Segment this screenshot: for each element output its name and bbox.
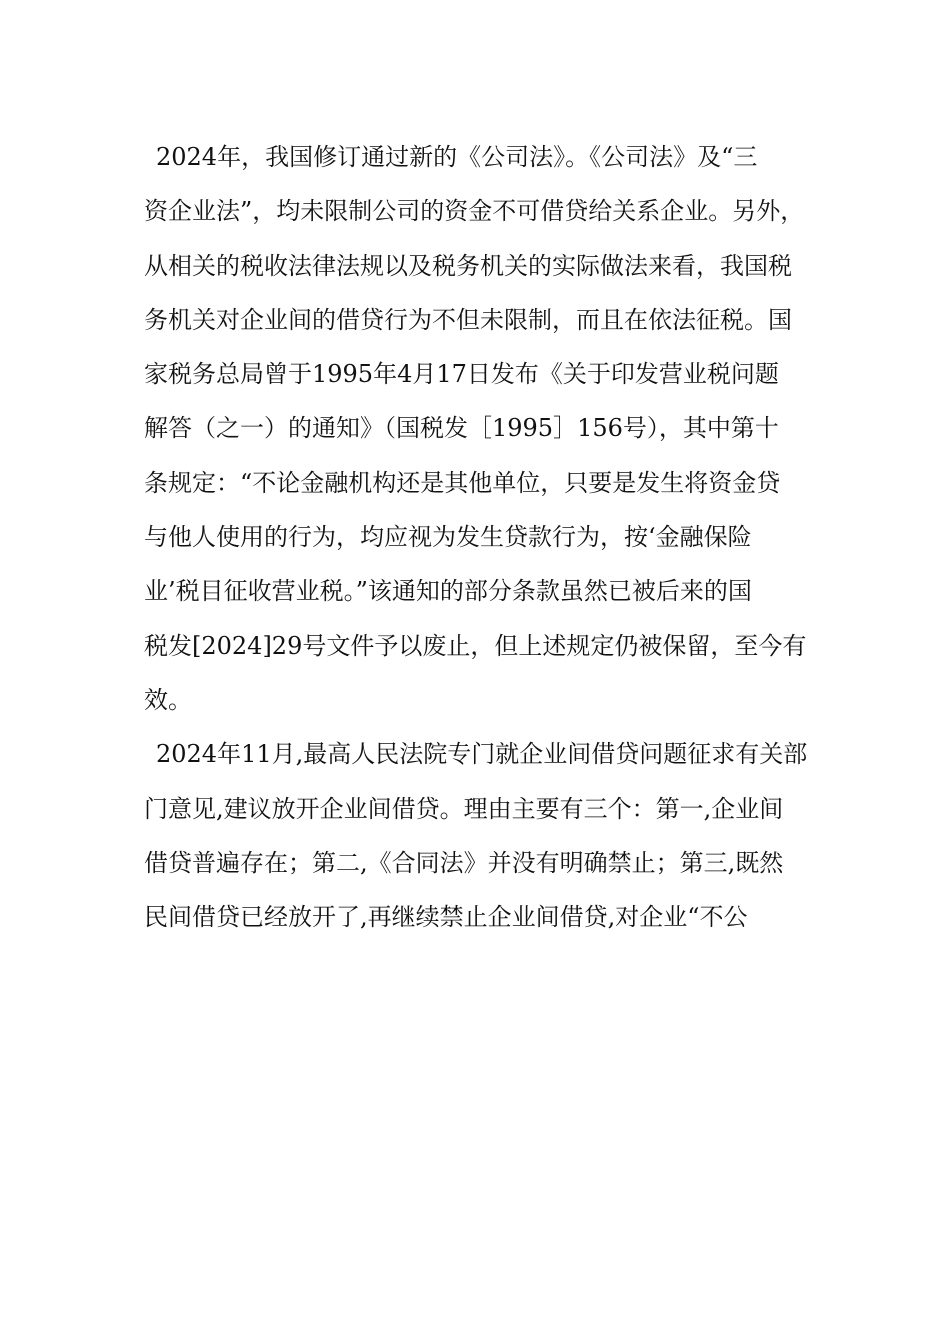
text-line: 借贷普遍存在；第二,《合同法》并没有明确禁止；第三,既然	[144, 848, 784, 877]
text-line: 条规定：“不论金融机构还是其他单位，只要是发生将资金贷	[144, 468, 781, 497]
text-line: 2024年，我国修订通过新的《公司法》。《公司法》及“三	[156, 143, 758, 171]
text-line: 家税务总局曾于1995年4月17日发布《关于印发营业税问题	[144, 360, 779, 389]
paragraph-2	[144, 727, 824, 944]
text-line: 效。	[144, 685, 192, 714]
text-line: 门意见,建议放开企业间借贷。理由主要有三个：第一,企业间	[144, 794, 784, 823]
text-line: 从相关的税收法律法规以及税务机关的实际做法来看，我国税	[144, 251, 792, 280]
text-line: 税发[2024]29号文件予以废止，但上述规定仍被保留，至今有	[144, 631, 807, 660]
text-line: 解答（之一）的通知》（国税发［1995］156号），其中第十	[144, 414, 779, 443]
text-line: 业’税目征收营业税。”该通知的部分条款虽然已被后来的国	[144, 577, 752, 606]
text-line: 2024年11月,最高人民法院专门就企业间借贷问题征求有关部	[156, 740, 808, 769]
text-line: 与他人使用的行为，均应视为发生贷款行为，按‘金融保险	[144, 523, 752, 552]
paragraph-1	[144, 130, 824, 727]
text-line: 务机关对企业间的借贷行为不但未限制，而且在依法征税。国	[144, 305, 792, 334]
body-text	[144, 130, 824, 944]
text-line: 资企业法”，均未限制公司的资金不可借贷给关系企业。另外，	[144, 197, 805, 226]
text-line: 民间借贷已经放开了,再继续禁止企业间借贷,对企业“不公	[144, 903, 748, 932]
